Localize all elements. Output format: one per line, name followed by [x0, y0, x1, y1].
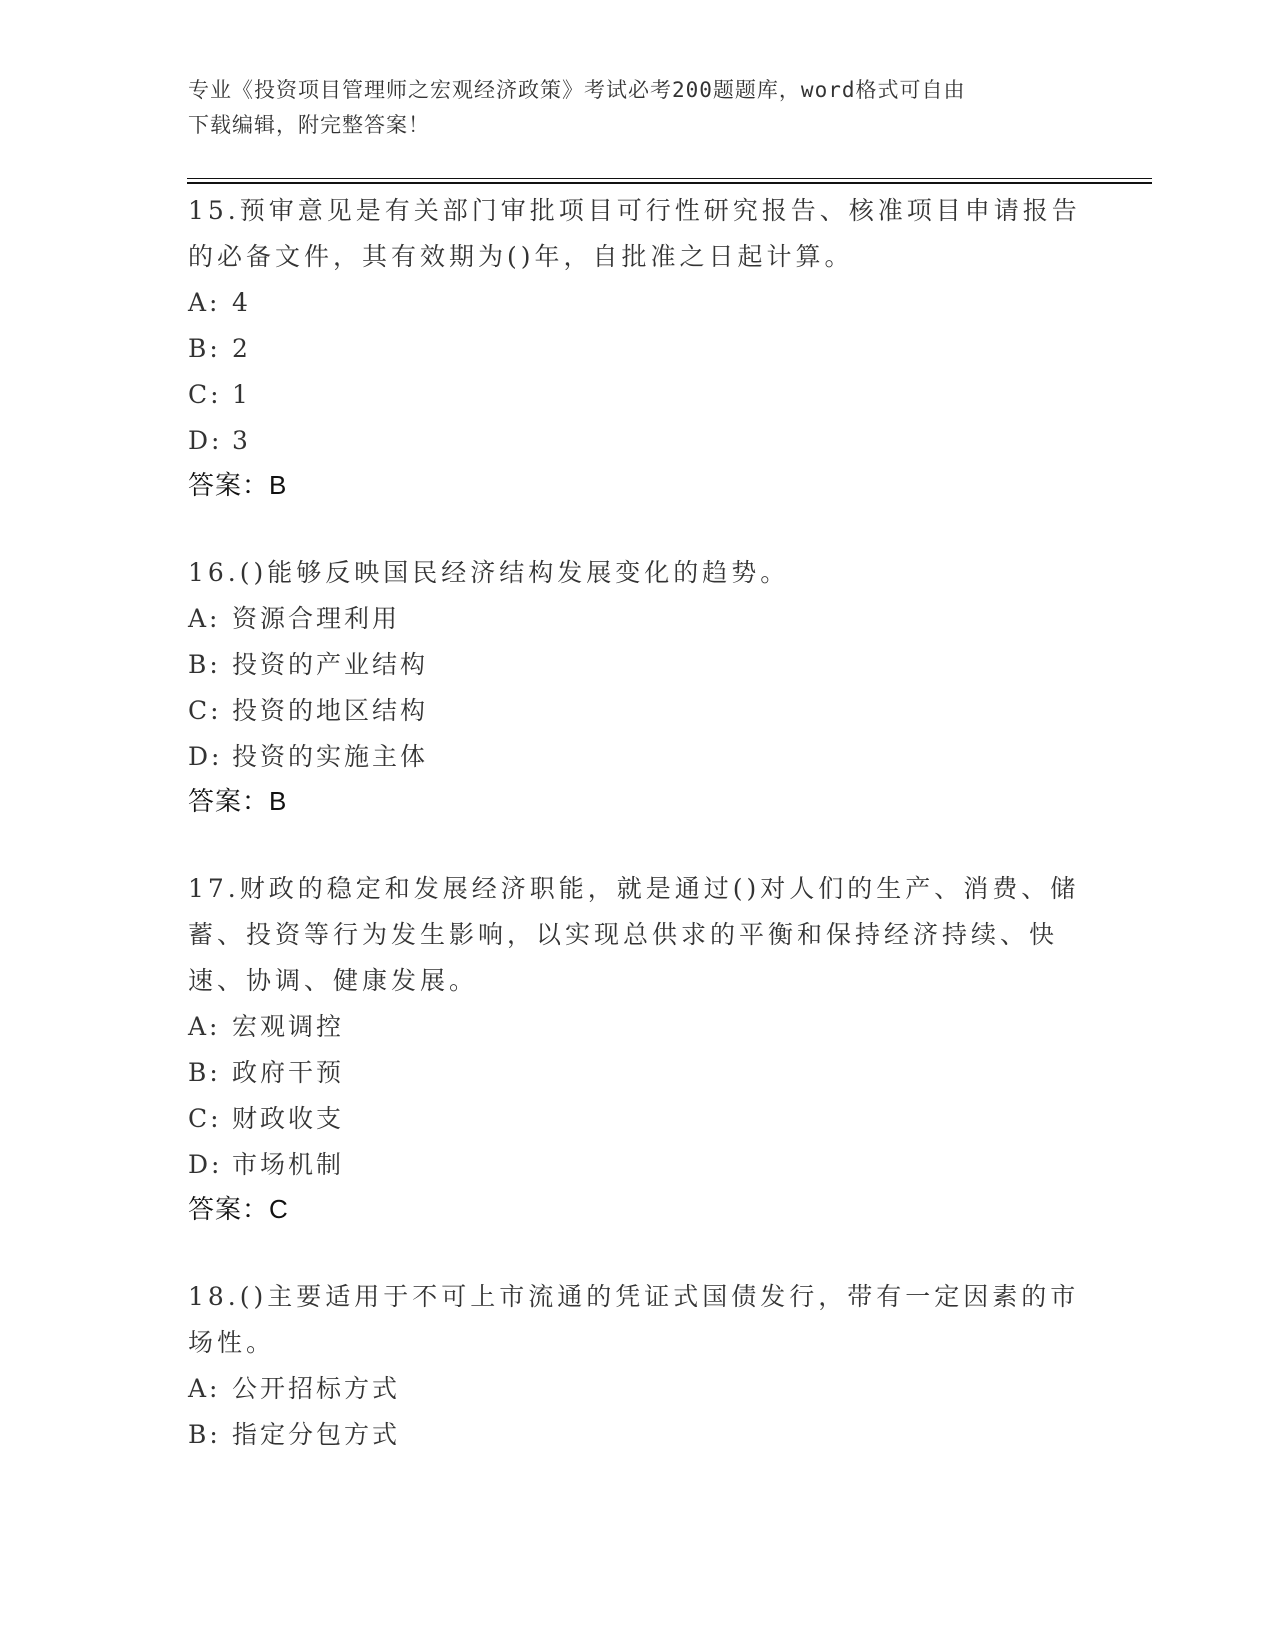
option-text: 1	[232, 380, 251, 409]
option-text: 财政收支	[232, 1104, 345, 1133]
option-label: D:	[188, 1150, 223, 1179]
option-c	[188, 372, 1088, 418]
answer-line: 答案：C	[188, 1194, 289, 1224]
header-divider-thick	[187, 182, 1152, 184]
question-stem: 15.预审意见是有关部门审批项目可行性研究报告、核准项目申请报告的必备文件，其有效期为()年，自批准之日起计算。	[188, 196, 1081, 271]
option-c	[188, 1096, 1088, 1142]
option-b	[188, 1050, 1088, 1096]
option-text: 政府干预	[232, 1058, 345, 1087]
header-line-1: 专业《投资项目管理师之宏观经济政策》考试必考200题题库，word格式可自由	[188, 78, 966, 102]
option-text: 2	[232, 334, 251, 363]
option-label: D:	[188, 426, 223, 455]
option-text: 宏观调控	[232, 1012, 345, 1041]
document-header	[188, 73, 1088, 143]
answer-line: 答案：B	[188, 470, 288, 500]
question-17	[188, 866, 1088, 1230]
option-label: D:	[188, 742, 223, 771]
question-16	[188, 550, 1088, 822]
option-label: A:	[188, 1374, 221, 1403]
option-label: B:	[188, 1420, 221, 1449]
option-b	[188, 1412, 1088, 1458]
question-18	[188, 1274, 1088, 1458]
question-list	[188, 188, 1088, 1502]
option-b	[188, 326, 1088, 372]
option-text: 投资的地区结构	[232, 696, 429, 725]
option-text: 公开招标方式	[232, 1374, 401, 1403]
option-label: B:	[188, 650, 221, 679]
option-a	[188, 280, 1088, 326]
option-a	[188, 1366, 1088, 1412]
option-a	[188, 596, 1088, 642]
option-label: A:	[188, 288, 221, 317]
question-stem: 17.财政的稳定和发展经济职能，就是通过()对人们的生产、消费、储蓄、投资等行为发生影响，以实现总供求的平衡和保持经济持续、快速、协调、健康发展。	[188, 874, 1080, 995]
option-label: B:	[188, 334, 221, 363]
option-d	[188, 418, 1088, 464]
option-text: 指定分包方式	[232, 1420, 401, 1449]
header-divider-thin	[187, 178, 1152, 179]
option-c	[188, 688, 1088, 734]
option-text: 投资的实施主体	[232, 742, 429, 771]
option-label: C:	[188, 696, 222, 725]
option-label: C:	[188, 1104, 222, 1133]
option-d	[188, 1142, 1088, 1188]
question-stem: 18.()主要适用于不可上市流通的凭证式国债发行，带有一定因素的市场性。	[188, 1282, 1080, 1357]
option-label: C:	[188, 380, 222, 409]
option-text: 投资的产业结构	[232, 650, 429, 679]
option-text: 资源合理利用	[232, 604, 401, 633]
question-stem: 16.()能够反映国民经济结构发展变化的趋势。	[188, 558, 790, 587]
option-label: A:	[188, 604, 221, 633]
question-15	[188, 188, 1088, 506]
header-line-2: 下载编辑，附完整答案！	[188, 113, 430, 137]
answer-line: 答案：B	[188, 786, 288, 816]
option-text: 3	[232, 426, 251, 455]
option-label: B:	[188, 1058, 221, 1087]
option-text: 市场机制	[232, 1150, 345, 1179]
option-text: 4	[232, 288, 251, 317]
option-b	[188, 642, 1088, 688]
option-d	[188, 734, 1088, 780]
option-label: A:	[188, 1012, 221, 1041]
option-a	[188, 1004, 1088, 1050]
